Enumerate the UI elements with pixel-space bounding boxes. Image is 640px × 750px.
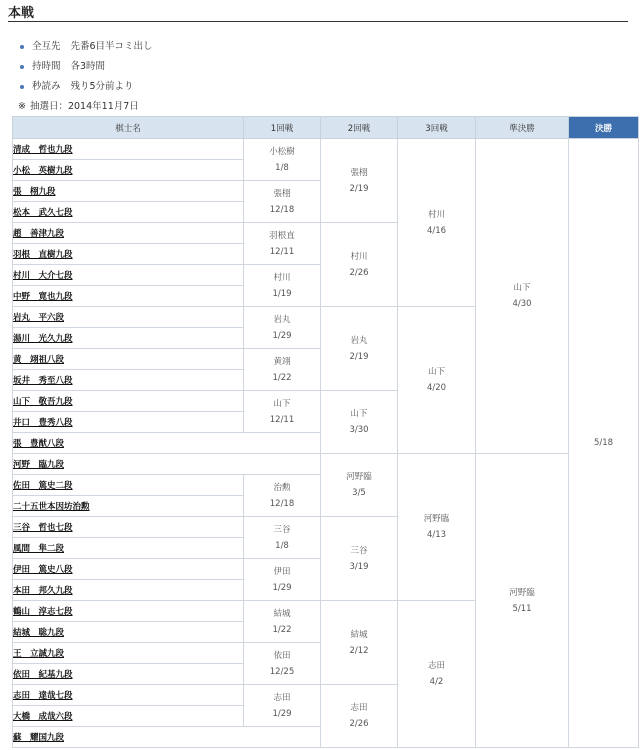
draw-date-text: 抽選日：2014年11月7日 (29, 101, 139, 112)
rule-value: 先番6目半コミ出し (70, 41, 153, 52)
winner-name: 河野臨 (346, 472, 372, 482)
match-date: 1/8 (275, 162, 289, 173)
match-date: 5/18 (593, 438, 614, 448)
round1-result (244, 391, 321, 433)
player-cell (13, 643, 244, 664)
winner-name: 黄翊 (273, 356, 291, 367)
player-cell (13, 370, 244, 391)
player-cell (13, 433, 321, 454)
winner-name: 村川 (350, 251, 368, 262)
player-cell (13, 391, 244, 412)
round3-result (398, 139, 476, 307)
match-date: 1/22 (272, 624, 292, 635)
rule-item (18, 57, 153, 77)
round2-result (321, 454, 398, 517)
round1-result (244, 517, 321, 559)
round3-result (398, 454, 476, 601)
player-cell (13, 181, 244, 202)
player-cell (13, 727, 321, 748)
player-link[interactable]: 伊田 篤史八段 (13, 565, 73, 575)
winner-name: 三谷 (350, 545, 368, 556)
match-date: 1/29 (272, 708, 292, 719)
match-date: 1/19 (272, 288, 292, 299)
winner-name: 伊田 (273, 566, 291, 577)
round2-result (321, 307, 398, 391)
winner-name: 治勲 (273, 482, 291, 493)
player-link[interactable]: 三谷 哲也七段 (13, 523, 73, 533)
bullet-icon (20, 85, 24, 89)
player-link[interactable]: 岩丸 平六段 (13, 313, 65, 323)
bullet-icon (20, 45, 24, 49)
player-cell (13, 307, 244, 328)
round1-result (244, 181, 321, 223)
table-row (13, 454, 639, 475)
draw-date-note (18, 97, 153, 117)
rule-value: 各3時間 (70, 61, 106, 72)
bracket-header-row (13, 117, 639, 139)
player-cell (13, 559, 244, 580)
winner-name: 村川 (273, 272, 291, 283)
round2-result (321, 391, 398, 454)
match-date: 4/16 (426, 225, 447, 236)
player-link[interactable]: 井口 豊秀八段 (13, 418, 73, 428)
round1-result (244, 139, 321, 181)
player-cell (13, 454, 321, 475)
rule-item (18, 77, 153, 97)
column-header-players: 棋士名 (13, 117, 244, 139)
player-link[interactable]: 清成 哲也九段 (13, 145, 73, 155)
match-date: 1/29 (272, 330, 292, 341)
winner-name: 張栩 (350, 167, 368, 178)
match-date: 4/30 (512, 299, 532, 309)
player-cell (13, 538, 244, 559)
match-date: 12/11 (269, 246, 295, 257)
round2-result (321, 223, 398, 307)
winner-name: 河野臨 (509, 587, 535, 598)
round1-result (244, 223, 321, 265)
column-header-semifinal: 準決勝 (476, 117, 569, 139)
column-header-round3: 3回戦 (398, 117, 476, 139)
player-cell (13, 328, 244, 349)
player-link[interactable]: 大橋 成哉六段 (13, 712, 73, 722)
round2-result (321, 601, 398, 685)
winner-name: 羽根直 (269, 230, 295, 241)
player-link[interactable]: 二十五世本因坊治勲 (13, 502, 90, 512)
player-cell (13, 244, 244, 265)
player-cell (13, 139, 244, 160)
player-cell (13, 223, 244, 244)
winner-name: 張栩 (273, 188, 291, 199)
round1-result (244, 559, 321, 601)
round2-result (321, 517, 398, 601)
player-link[interactable]: 河野 臨九段 (13, 460, 65, 470)
match-date: 12/11 (269, 414, 295, 425)
rule-label: 秒読み (32, 81, 61, 92)
player-link[interactable]: 趙 善津九段 (13, 229, 65, 239)
match-date: 3/5 (352, 488, 366, 498)
winner-name: 志田 (273, 692, 291, 703)
player-cell (13, 349, 244, 370)
player-cell (13, 475, 244, 496)
player-cell (13, 601, 244, 622)
round2-result (321, 685, 398, 748)
winner-name: 依田 (273, 650, 291, 661)
player-cell (13, 286, 244, 307)
round1-result (244, 349, 321, 391)
player-link[interactable]: 小松 英樹九段 (13, 166, 73, 176)
winner-name: 山下 (350, 409, 368, 419)
winner-name: 村川 (427, 209, 445, 220)
player-link[interactable]: 張 豊猷八段 (13, 439, 65, 449)
round3-result (398, 307, 476, 454)
player-link[interactable]: 本田 邦久九段 (13, 586, 73, 596)
player-link[interactable]: 王 立誠九段 (13, 649, 65, 659)
match-date: 3/30 (349, 425, 369, 435)
player-cell (13, 496, 244, 517)
player-cell (13, 706, 244, 727)
round3-result (398, 601, 476, 748)
player-cell (13, 517, 244, 538)
round1-result (244, 601, 321, 643)
semifinal-result (476, 139, 569, 454)
match-date: 3/19 (349, 561, 369, 572)
match-date: 2/26 (349, 267, 369, 278)
player-cell (13, 265, 244, 286)
player-cell (13, 664, 244, 685)
winner-name: 小松樹 (269, 146, 295, 157)
table-row (13, 139, 639, 160)
column-header-round2: 2回戦 (321, 117, 398, 139)
match-date: 1/29 (272, 582, 292, 593)
player-cell (13, 622, 244, 643)
player-link[interactable]: 中野 寛也九段 (13, 292, 73, 302)
player-cell (13, 685, 244, 706)
column-header-round1: 1回戦 (244, 117, 321, 139)
player-link[interactable]: 結城 聡九段 (13, 628, 65, 638)
tournament-bracket (12, 116, 639, 748)
match-date: 4/13 (426, 530, 447, 540)
round1-result (244, 643, 321, 685)
player-link[interactable]: 蘇 耀国九段 (13, 733, 65, 743)
round1-result (244, 265, 321, 307)
player-cell (13, 160, 244, 181)
semifinal-result (476, 454, 569, 748)
winner-name: 志田 (350, 703, 368, 713)
page-title: 本戦 (8, 6, 35, 21)
match-date: 4/20 (426, 383, 447, 393)
match-date: 12/25 (269, 666, 295, 677)
rule-label: 持時間 (32, 61, 61, 72)
round2-result (321, 139, 398, 223)
rule-label: 全互先 (32, 41, 61, 52)
column-header-final: 決勝 (569, 117, 639, 139)
round1-result (244, 685, 321, 727)
winner-name: 山下 (427, 367, 445, 377)
winner-name: 山下 (273, 398, 291, 409)
player-link[interactable]: 山下 敬吾九段 (13, 397, 73, 407)
title-divider (8, 21, 628, 22)
player-link[interactable]: 村川 大介七段 (13, 271, 73, 281)
winner-name: 結城 (350, 629, 368, 640)
player-cell (13, 412, 244, 433)
player-link[interactable]: 風間 隼二段 (13, 544, 65, 554)
match-date: 12/18 (269, 204, 295, 215)
winner-name: 河野臨 (423, 514, 450, 524)
note-mark: ※ (18, 101, 26, 112)
player-link[interactable]: 松本 武久七段 (13, 208, 73, 218)
match-date: 2/19 (349, 183, 369, 194)
player-link[interactable]: 佐田 篤史二段 (13, 481, 73, 491)
player-link[interactable]: 羽根 直樹九段 (13, 250, 73, 260)
match-date: 1/22 (272, 372, 292, 383)
winner-name: 山下 (513, 283, 531, 293)
rule-value: 残り5分前より (70, 81, 134, 92)
match-date: 4/2 (429, 677, 444, 687)
player-link[interactable]: 湯川 光久九段 (13, 334, 73, 344)
round1-result (244, 475, 321, 517)
match-date: 2/12 (349, 645, 369, 656)
rule-item (18, 37, 153, 57)
match-date: 12/18 (269, 498, 295, 509)
match-date: 5/11 (512, 603, 532, 614)
final-result (569, 139, 639, 748)
player-link[interactable]: 志田 達哉七段 (13, 691, 73, 701)
match-date: 1/8 (275, 540, 289, 551)
winner-name: 岩丸 (273, 314, 291, 325)
winner-name: 岩丸 (350, 335, 368, 346)
player-link[interactable]: 鶴山 淳志七段 (13, 607, 73, 617)
player-cell (13, 202, 244, 223)
player-link[interactable]: 張 栩九段 (13, 187, 56, 197)
winner-name: 結城 (273, 608, 291, 619)
winner-name: 志田 (427, 661, 445, 671)
winner-name: 三谷 (273, 524, 291, 535)
player-link[interactable]: 坂井 秀至八段 (13, 376, 73, 386)
match-date: 2/26 (349, 719, 369, 729)
match-date: 2/19 (349, 351, 369, 362)
player-link[interactable]: 黄 翊祖八段 (13, 355, 65, 365)
rules-list (18, 37, 153, 117)
player-cell (13, 580, 244, 601)
round1-result (244, 307, 321, 349)
player-link[interactable]: 依田 紀基九段 (13, 670, 73, 680)
bullet-icon (20, 65, 24, 69)
